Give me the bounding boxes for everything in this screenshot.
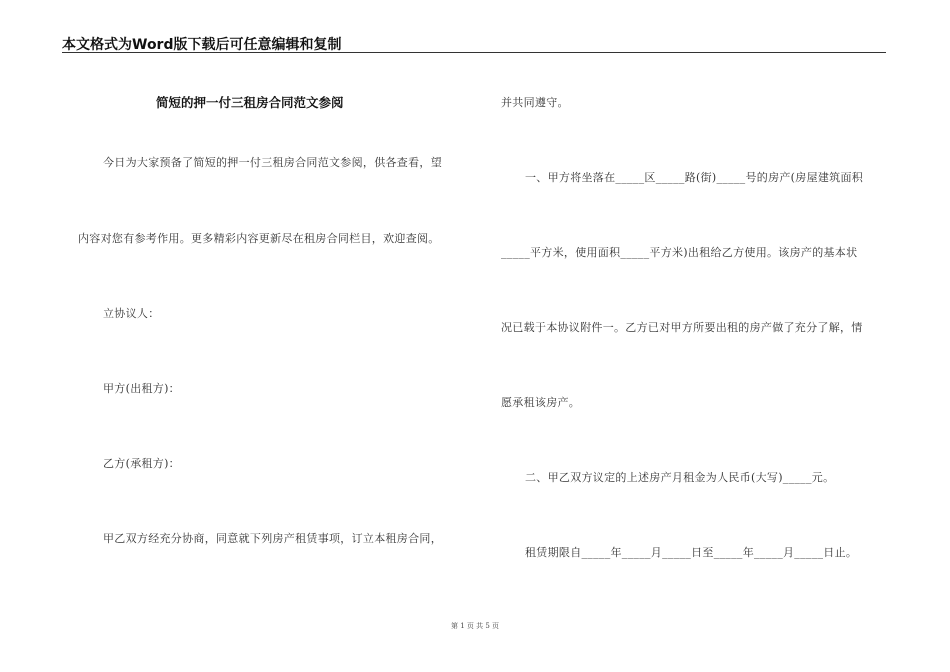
paragraph-line: 甲方(出租方)： — [103, 382, 180, 395]
paragraph-line: 并共同遵守。 — [501, 96, 569, 109]
paragraph-line: 况已载于本协议附件一。乙方已对甲方所要出租的房产做了充分了解，情 — [501, 321, 863, 334]
paragraph-line: 愿承租该房产。 — [501, 396, 581, 409]
paragraph-line: _____平方米，使用面积_____平方米)出租给乙方使用。该房产的基本状 — [501, 246, 858, 259]
document-header-banner: 本文格式为Word版下载后可任意编辑和复制 — [62, 37, 342, 53]
paragraph-line: 二、甲乙双方议定的上述房产月租金为人民币(大写)_____元。 — [525, 471, 835, 484]
page-number-footer: 第 1 页 共 5 页 — [450, 622, 500, 630]
paragraph-line: 一、甲方将坐落在_____区_____路(街)_____号的房产(房屋建筑面积 — [525, 171, 864, 184]
paragraph-line: 租赁期限自_____年_____月_____日至_____年_____月_____日止。 — [525, 546, 858, 559]
paragraph-line: 立协议人： — [103, 307, 160, 320]
paragraph-line: 甲乙双方经充分协商，同意就下列房产租赁事项，订立本租房合同， — [103, 532, 442, 545]
paragraph-line: 乙方(承租方)： — [103, 457, 180, 470]
header-divider — [62, 52, 886, 53]
paragraph-line: 内容对您有参考作用。更多精彩内容更新尽在租房合同栏目，欢迎查阅。 — [78, 232, 440, 245]
document-title: 简短的押一付三租房合同范文参阅 — [156, 95, 344, 110]
paragraph-line: 今日为大家预备了简短的押一付三租房合同范文参阅，供各查看，望 — [103, 156, 442, 169]
